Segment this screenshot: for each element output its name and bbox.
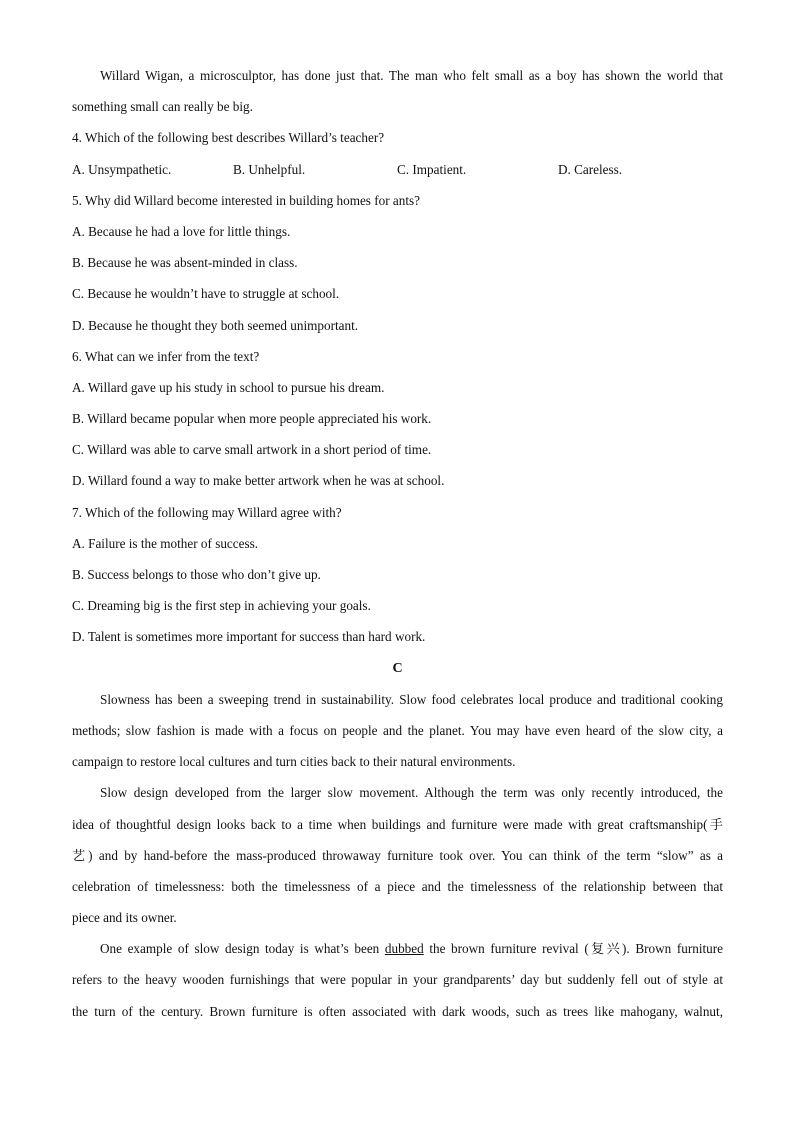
passage-c-p1-line-1: Slowness has been a sweeping trend in sustainability. Slow food celebrates local produce and traditional cooking	[100, 691, 723, 707]
question-5-option-c: C. Because he wouldn’t have to struggle at school.	[72, 286, 340, 302]
vocabulary-term-dubbed: dubbed	[384, 941, 424, 957]
question-7-stem: 7. Which of the following may Willard agree with?	[72, 504, 342, 520]
passage-c-p2-line-3: 艺) and by hand-before the mass-produced throwaway furniture took over. You can think of the term “slow” as a	[72, 847, 723, 863]
passage-c-p3-line-1-after: the brown furniture revival (复兴). Brown furniture	[423, 941, 723, 957]
passage-c-p3-line-1-before: One example of slow design today is what’s been	[100, 941, 385, 957]
question-7-option-b: B. Success belongs to those who don’t give up.	[72, 567, 321, 582]
passage-c-p1-line-2: methods; slow fashion is made with a focus on people and the planet. You may have even heard of the slow city, a	[72, 722, 723, 738]
passage-c-p2-line-1: Slow design developed from the larger slow movement. Although the term was only recently introduced, the	[100, 785, 723, 801]
passage-c-p3-line-3: the turn of the century. Brown furniture is often associated with dark woods, such as trees like mahogany, walnut,	[72, 1003, 723, 1019]
question-4-option-d: D. Careless.	[558, 161, 623, 177]
passage-c-p2-line-4: celebration of timelessness: both the timelessness of a piece and the timelessness of the relationship between that	[72, 878, 723, 894]
passage-c-p3-line-2: refers to the heavy wooden furnishings that were popular in your grandparents’ day but suddenly fell out of style at	[72, 972, 723, 988]
question-5-option-b: B. Because he was absent-minded in class.	[72, 255, 298, 271]
question-7-option-a: A. Failure is the mother of success.	[72, 535, 259, 551]
question-4-option-a: A. Unsympathetic.	[72, 161, 172, 177]
passage-c-p2-line-2: idea of thoughtful design looks back to a time when buildings and furniture were made with great craftsmanship(手	[72, 816, 723, 832]
question-6-option-c: C. Willard was able to carve small artwork in a short period of time.	[72, 442, 432, 458]
passage-c-p1-line-3: campaign to restore local cultures and turn cities back to their natural environments.	[72, 754, 516, 770]
question-6-option-b: B. Willard became popular when more people appreciated his work.	[72, 411, 432, 427]
question-4-option-c: C. Impatient.	[397, 161, 467, 177]
section-heading: C	[392, 660, 403, 676]
passage-c-p3-line-1	[72, 933, 723, 964]
question-6-option-a: A. Willard gave up his study in school to pursue his dream.	[72, 379, 385, 395]
question-7-option-c: C. Dreaming big is the first step in achieving your goals.	[72, 598, 371, 614]
question-5-option-d: D. Because he thought they both seemed unimportant.	[72, 317, 359, 333]
document-page	[72, 60, 723, 1027]
passage-c-p2-line-5: piece and its owner.	[72, 910, 177, 926]
question-4-option-b: B. Unhelpful.	[233, 161, 306, 177]
question-7-option-d: D. Talent is sometimes more important for success than hard work.	[72, 629, 426, 645]
intro-line-1: Willard Wigan, a microsculptor, has done just that. The man who felt small as a boy has shown the world that	[100, 68, 723, 83]
question-5-stem: 5. Why did Willard become interested in building homes for ants?	[72, 192, 421, 208]
question-6-stem: 6. What can we infer from the text?	[72, 348, 260, 364]
question-6-option-d: D. Willard found a way to make better artwork when he was at school.	[72, 473, 445, 489]
question-4-options	[72, 154, 723, 185]
intro-line-2: something small can really be big.	[72, 99, 253, 115]
question-4-stem: 4. Which of the following best describes Willard’s teacher?	[72, 130, 385, 146]
question-5-option-a: A. Because he had a love for little things.	[72, 223, 291, 239]
